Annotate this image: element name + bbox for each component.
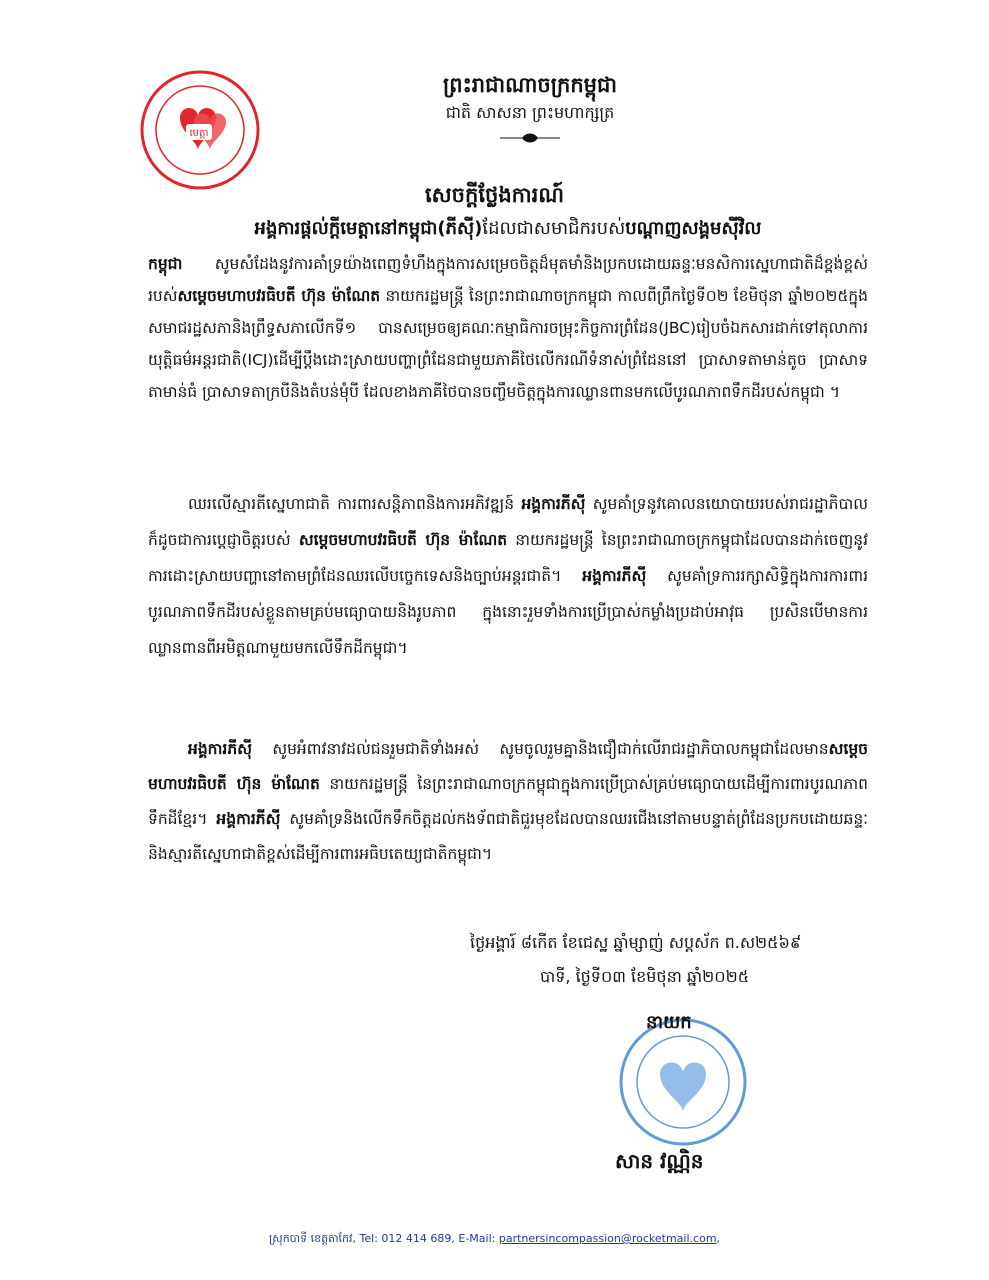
signatory-name: សាន វណ្ណិន [615,1149,704,1173]
heart-icon [660,1062,706,1112]
para2-text1: ឈរលើស្មារតីស្នេហាជាតិ ការពារសន្តិភាពនិងការអភិវឌ្ឍន៍ [188,495,522,513]
para2-text4: សូមគាំទ្រការរក្សាសិទ្ធិក្នុងការការពារបូរណភាពទឹកដីរបស់ខ្លួនតាមគ្រប់មធ្យោបាយនិងរូបភាព ក្នុងនោះរួមទាំងការប្រើប្រាស់កម្លាំងប្រដាប់អាវុធ ប្រសិនបើមានការឈ្លានពានពីអមិត្តណាមួយមកលើទឹកដីកម្ពុជា។ [148,567,868,657]
para2-text2: សូមគាំទ្រនូវគោលនយោបាយរបស់រាជរដ្ឋាភិបាលក៏ដូចជាការប្តេជ្ញាចិត្តរបស់ [148,495,868,549]
org-short-name: អង្គការភីស៊ី [188,740,252,758]
footer-email-label: E-Mail: [458,1232,499,1245]
network-name: បណ្តាញសង្គមស៊ីវិល [625,218,762,239]
heading-middle: ដែលជាសមាជិករបស់ [482,218,626,239]
para3-text1: សូមអំពាវនាវដល់ជនរួមជាតិទាំងអស់ សូមចូលរួមគ្នានិងជឿជាក់លើរាជរដ្ឋាភិបាលកម្ពុជាដែលមាន [251,740,829,758]
footer-tel: Tel: 012 414 689, [359,1232,459,1245]
org-short-name: អង្គការភីស៊ី [521,495,586,513]
statement-heading [148,214,868,244]
para3-text2: នាយករដ្ឋមន្ត្រី នៃព្រះរាជាណាចក្រកម្ពុជាក្នុងការប្រើប្រាស់គ្រប់មធ្យោបាយដើម្បីការពារបូរណភាពទឹកដីខ្មែរ។ [148,775,868,828]
lunar-date: ថ្ងៃអង្គារ៍ ៨កើត ខែជេស្ឋ ឆ្នាំម្សាញ់ សប្តស័ក ព.ស២៥៦៩ [470,933,802,952]
pm-name: សម្តេចមហាបវរធិបតី ហ៊ុន ម៉ាណែត [177,287,381,305]
footer-tail: , [716,1232,721,1245]
solar-date: បាទី, ថ្ងៃទី០៣ ខែមិថុនា ឆ្នាំ២០២៥ [540,967,750,986]
org-short-name: អង្គការភីស៊ី [582,567,647,585]
kingdom-title: ព្រះរាជាណាចក្រកម្ពុជា [442,73,617,97]
organization-logo [138,68,262,192]
org-short-name: អង្គការភីស៊ី [216,810,281,828]
signatory-title: នាយក [646,1012,692,1033]
paragraph-3 [148,732,868,872]
letter-header [380,70,680,148]
paragraph-2 [148,486,868,666]
logo-center-text: មេត្តា [189,128,209,139]
pm-name: សម្តេចមហាបវរធិបតី ហ៊ុន ម៉ាណែត [298,531,508,549]
footer-contact [0,1232,989,1248]
para3-text3: សូមគាំទ្រនិងលើកទឹកចិត្តដល់កងទ័ពជាតិជួរមុខដែលបានឈរជើងនៅតាមបន្ទាត់ព្រំដែនប្រកបដោយឆន្ទៈនិងស្មារតីស្នេហាជាតិខ្ពស់ដើម្បីការពារអធិបតេយ្យជាតិកម្ពុជា។ [148,810,868,863]
footer-address: ស្រុកបាទី ខេត្តតាកែវ, [268,1232,360,1245]
pm-name: សម្តេចមហាបវរធិបតី ហ៊ុន ម៉ាណែត [148,740,868,793]
document-title: សេចក្តីថ្លែងការណ៍ [425,183,564,207]
paragraph-1 [148,248,868,408]
para1-text2: នាយករដ្ឋមន្ត្រី នៃព្រះរាជាណាចក្រកម្ពុជា កាលពីព្រឹកថ្ងៃទី០២ ខែមិថុនា ឆ្នាំ២០២៥ក្នុងសមាជរដ្ឋសភានិងព្រឹទ្ធសភាលើកទី១ បានសម្រេចឲ្យគណៈកម្មាធិការចម្រុះកិច្ចការព្រំដែន(JBC)រៀបចំឯកសារដាក់ទៅតុលាការយុត្តិធម៌អន្តរជាតិ(ICJ)ដើម្បីប្តឹងដោះស្រាយបញ្ហាព្រំដែនជាមួយភាគីថៃលើករណីទំនាស់ព្រំដែននៅ ប្រាសាទតាមាន់តូច ប្រាសាទតាមាន់ធំ ប្រាសាទតាក្របីនិងតំបន់មុំបី ដែលខាងភាគីថៃបានចញ្ចឹមចិត្តក្នុងការឈ្លានពានមកលើបូរណភាពទឹកដីរបស់កម្ពុជា ។ [148,287,868,401]
para2-text3: នាយករដ្ឋមន្ត្រី នៃព្រះរាជាណាចក្រកម្ពុជាដែលបានដាក់ចេញនូវការដោះស្រាយបញ្ហានៅតាមព្រំដែនឈរលើបច្ចេកទេសនិងច្បាប់អន្តរជាតិ។ [148,531,868,585]
ornament-divider [500,132,560,144]
para1-text1: សូមសំដែងនូវការគាំទ្រយ៉ាងពេញទំហឹងក្នុងការសម្រេចចិត្តដ៏មុតមាំនិងប្រកបដោយឆន្ទៈមនសិការស្នេហាជាតិដ៏ខ្ពង់ខ្ពស់របស់ [148,255,868,305]
org-name: អង្គការផ្តល់ក្តីមេត្តានៅកម្ពុជា(ភីស៊ី) [254,218,483,239]
email-link[interactable]: partnersincompassion@rocketmail.com [498,1232,717,1245]
para1-lead: កម្ពុជា [148,255,183,273]
national-motto: ជាតិ សាសនា ព្រះមហាក្សត្រ [445,103,615,122]
